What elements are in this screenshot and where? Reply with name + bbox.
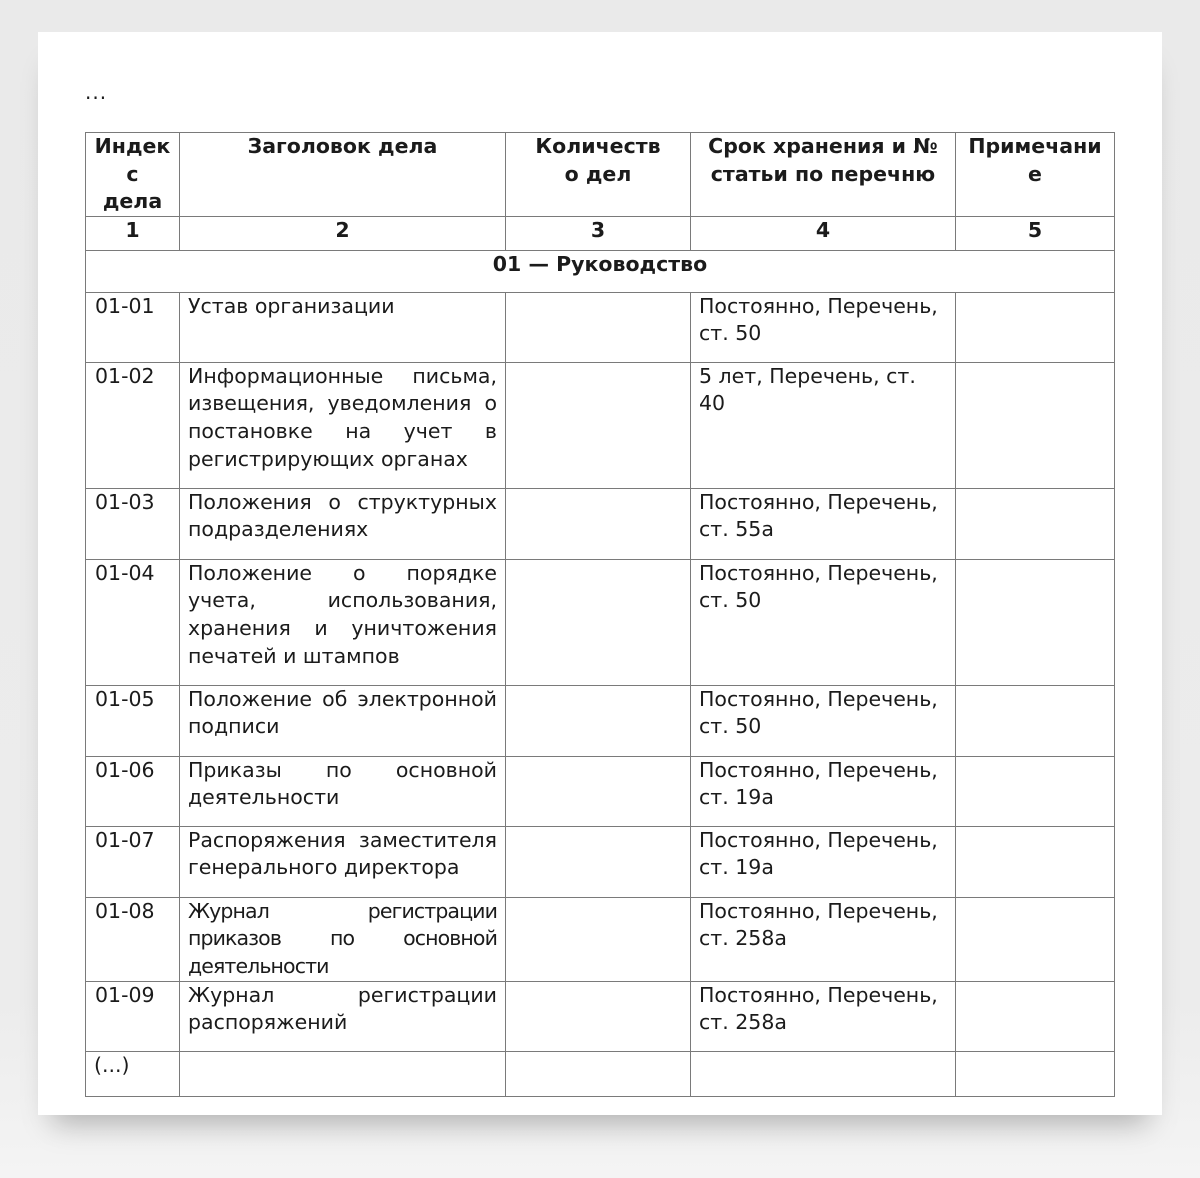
- case-index: 01-05: [86, 685, 180, 756]
- case-retention: 5 лет, Перечень, ст. 40: [691, 362, 956, 488]
- header-note: Примечание: [956, 133, 1115, 217]
- column-number: 5: [956, 216, 1115, 250]
- case-index: 01-02: [86, 362, 180, 488]
- section-row: [86, 250, 1115, 292]
- empty-cell: [180, 1051, 506, 1096]
- table-row: [86, 826, 1115, 897]
- table-row: [86, 756, 1115, 826]
- case-count: [506, 292, 691, 362]
- case-note: [956, 981, 1115, 1051]
- case-index: 01-03: [86, 488, 180, 559]
- case-count: [506, 362, 691, 488]
- case-count: [506, 559, 691, 685]
- case-index: 01-09: [86, 981, 180, 1051]
- case-title: Устав организации: [180, 292, 506, 362]
- column-number: 4: [691, 216, 956, 250]
- table-header-row: [86, 133, 1115, 217]
- case-count: [506, 897, 691, 981]
- case-count: [506, 981, 691, 1051]
- case-title: Положение об электронной подписи: [180, 685, 506, 756]
- column-number: 1: [86, 216, 180, 250]
- case-note: [956, 897, 1115, 981]
- case-retention: Постоянно, Перечень, ст. 55а: [691, 488, 956, 559]
- case-retention: Постоянно, Перечень, ст. 50: [691, 559, 956, 685]
- header-title: Заголовок дела: [180, 133, 506, 217]
- case-index: 01-07: [86, 826, 180, 897]
- section-title: 01 — Руководство: [86, 250, 1115, 292]
- case-index: (...): [86, 1051, 180, 1096]
- leading-ellipsis: ...: [85, 80, 108, 104]
- case-index: 01-04: [86, 559, 180, 685]
- table-row: [86, 292, 1115, 362]
- case-note: [956, 756, 1115, 826]
- case-title: Положение о порядке учета, использования, хранения и уничтожения печатей и штампов: [180, 559, 506, 685]
- case-title: Положения о структурных подразделениях: [180, 488, 506, 559]
- column-number-row: [86, 216, 1115, 250]
- case-title: Журнал регистрации распоряжений: [180, 981, 506, 1051]
- case-note: [956, 826, 1115, 897]
- case-retention: Постоянно, Перечень, ст. 258а: [691, 897, 956, 981]
- case-count: [506, 756, 691, 826]
- table-row: [86, 981, 1115, 1051]
- document-page: [38, 32, 1162, 1115]
- case-note: [956, 685, 1115, 756]
- table-row: [86, 685, 1115, 756]
- table-row: [86, 488, 1115, 559]
- case-count: [506, 488, 691, 559]
- table-row: [86, 897, 1115, 981]
- column-number: 3: [506, 216, 691, 250]
- case-title: Распоряжения заместителя генерального директора: [180, 826, 506, 897]
- case-index: 01-01: [86, 292, 180, 362]
- case-note: [956, 292, 1115, 362]
- case-retention: Постоянно, Перечень, ст. 19а: [691, 826, 956, 897]
- case-index: 01-06: [86, 756, 180, 826]
- case-retention: Постоянно, Перечень, ст. 19а: [691, 756, 956, 826]
- column-number: 2: [180, 216, 506, 250]
- case-retention: Постоянно, Перечень, ст. 258а: [691, 981, 956, 1051]
- header-index: Индекс дела: [86, 133, 180, 217]
- header-retention: Срок хранения и № статьи по перечню: [691, 133, 956, 217]
- empty-cell: [506, 1051, 691, 1096]
- table-row: [86, 362, 1115, 488]
- case-count: [506, 826, 691, 897]
- case-count: [506, 685, 691, 756]
- empty-cell: [691, 1051, 956, 1096]
- table-row: [86, 559, 1115, 685]
- case-title: Приказы по основной деятельности: [180, 756, 506, 826]
- case-note: [956, 362, 1115, 488]
- case-retention: Постоянно, Перечень, ст. 50: [691, 685, 956, 756]
- case-note: [956, 559, 1115, 685]
- case-nomenclature-table: [85, 132, 1115, 1097]
- case-title: Информационные письма, извещения, уведомления о постановке на учет в регистрирующих органах: [180, 362, 506, 488]
- case-title: Журнал регистрации приказов по основной деятельности: [180, 897, 506, 981]
- empty-cell: [956, 1051, 1115, 1096]
- case-note: [956, 488, 1115, 559]
- header-count: Количество дел: [506, 133, 691, 217]
- case-retention: Постоянно, Перечень, ст. 50: [691, 292, 956, 362]
- table-row-continuation: [86, 1051, 1115, 1096]
- case-index: 01-08: [86, 897, 180, 981]
